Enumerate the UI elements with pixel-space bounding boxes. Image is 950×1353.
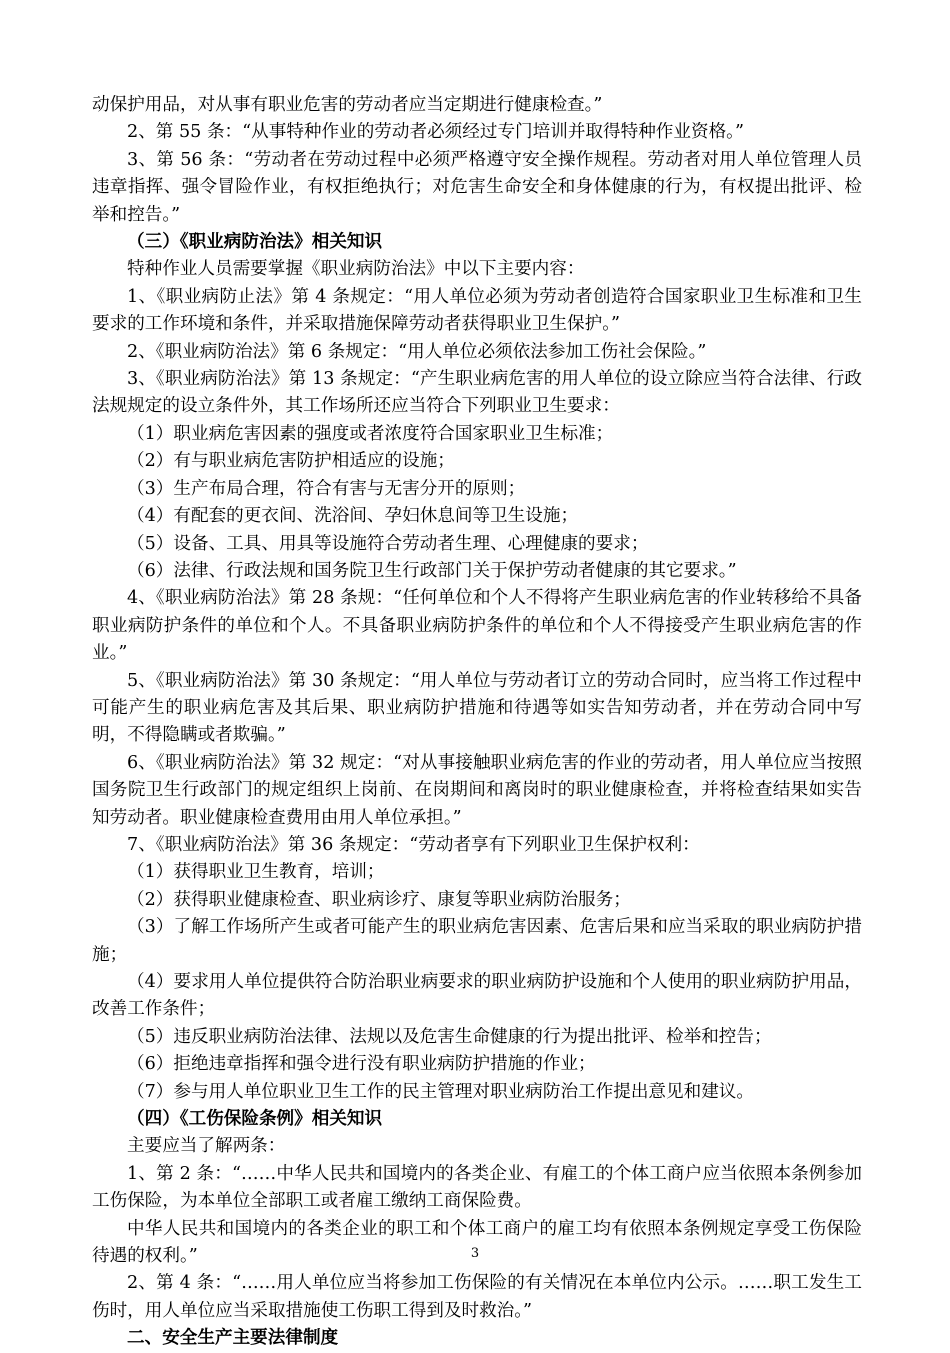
paragraph: （1）获得职业卫生教育，培训； <box>127 862 385 883</box>
section-heading: 二、安全生产主要法律制度 <box>127 1328 339 1349</box>
paragraph: （1）职业病危害因素的强度或者浓度符合国家职业卫生标准； <box>127 423 614 444</box>
paragraph: （7）参与用人单位职业卫生工作的民主管理对职业病防治工作提出意见和建议。 <box>127 1081 754 1102</box>
section-heading: （四）《工伤保险条例》相关知识 <box>127 1109 383 1130</box>
paragraph: （3）了解工作场所产生或者可能产生的职业病危害因素、危害后果和应当采取的职业病防护措施； <box>92 917 862 965</box>
paragraph: （5）设备、工具、用具等设施符合劳动者生理、心理健康的要求； <box>127 533 649 554</box>
paragraph: 动保护用品，对从事有职业危害的劳动者应当定期进行健康检查。” <box>92 95 603 115</box>
paragraph: （2）获得职业健康检查、职业病诊疗、康复等职业病防治服务； <box>127 889 631 910</box>
document-body <box>92 92 862 1353</box>
paragraph: 主要应当了解两条： <box>127 1136 286 1157</box>
paragraph: （6）法律、行政法规和国务院卫生行政部门关于保护劳动者健康的其它要求。” <box>127 560 737 581</box>
paragraph: （3）生产布局合理，符合有害与无害分开的原则； <box>127 478 526 499</box>
paragraph: 3、第 56 条：“劳动者在劳动过程中必须严格遵守安全操作规程。劳动者对用人单位管理人员违章指挥、强令冒险作业，有权拒绝执行；对危害生命安全和身体健康的行为，有权提出批评、检举和控告。” <box>92 149 862 225</box>
paragraph: 3、《职业病防治法》第 13 条规定：“产生职业病危害的用人单位的设立除应当符合法律、行政法规规定的设立条件外，其工作场所还应当符合下列职业卫生要求： <box>92 369 862 417</box>
paragraph: 特种作业人员需要掌握《职业病防治法》中以下主要内容： <box>127 259 585 280</box>
paragraph: 4、《职业病防治法》第 28 条规：“任何单位和个人不得将产生职业病危害的作业转移给不具备职业病防护条件的单位和个人。不具备职业病防护条件的单位和个人不得接受产生职业病危害的作业。” <box>92 588 862 664</box>
paragraph: （5）违反职业病防治法律、法规以及危害生命健康的行为提出批评、检举和控告； <box>127 1026 772 1047</box>
paragraph: 7、《职业病防治法》第 36 条规定：“劳动者享有下列职业卫生保护权利： <box>127 834 700 855</box>
section-heading: （三）《职业病防治法》相关知识 <box>127 232 383 253</box>
paragraph: （2）有与职业病危害防护相适应的设施； <box>127 451 455 472</box>
paragraph: 中华人民共和国境内的各类企业的职工和个体工商户的雇工均有依照本条例规定享受工伤保险待遇的权利。” <box>92 1218 862 1267</box>
paragraph: 5、《职业病防治法》第 30 条规定：“用人单位与劳动者订立的劳动合同时，应当将工作过程中可能产生的职业病危害及其后果、职业病防护措施和待遇等如实告知劳动者，并在劳动合同中写明，不得隐瞒或者欺骗。” <box>92 670 862 746</box>
paragraph: 2、第 4 条：“……用人单位应当将参加工伤保险的有关情况在本单位内公示。……职工发生工伤时，用人单位应当采取措施使工伤职工得到及时救治。” <box>92 1273 862 1321</box>
paragraph: （4）有配套的更衣间、洗浴间、孕妇休息间等卫生设施； <box>127 506 579 527</box>
paragraph: 2、第 55 条：“从事特种作业的劳动者必须经过专门培训并取得特种作业资格。” <box>127 122 744 143</box>
paragraph: 1、第 2 条：“……中华人民共和国境内的各类企业、有雇工的个体工商户应当依照本条例参加工伤保险，为本单位全部职工或者雇工缴纳工商保险费。 <box>92 1163 862 1212</box>
paragraph: 6、《职业病防治法》第 32 规定：“对从事接触职业病危害的作业的劳动者，用人单位应当按照国务院卫生行政部门的规定组织上岗前、在岗期间和离岗时的职业健康检查，并将检查结果如实告知劳动者。职业健康检查费用由用人单位承担。” <box>92 752 862 828</box>
paragraph: （4）要求用人单位提供符合防治职业病要求的职业病防护设施和个人使用的职业病防护用品，改善工作条件； <box>92 972 862 1020</box>
paragraph: （6）拒绝违章指挥和强令进行没有职业病防护措施的作业； <box>127 1054 596 1075</box>
paragraph: 1、《职业病防止法》第 4 条规定：“用人单位必须为劳动者创造符合国家职业卫生标准和卫生要求的工作环境和条件，并采取措施保障劳动者获得职业卫生保护。” <box>92 286 862 335</box>
page-number: 3 <box>470 1246 480 1261</box>
paragraph: 2、《职业病防治法》第 6 条规定：“用人单位必须依法参加工伤社会保险。” <box>127 341 707 362</box>
